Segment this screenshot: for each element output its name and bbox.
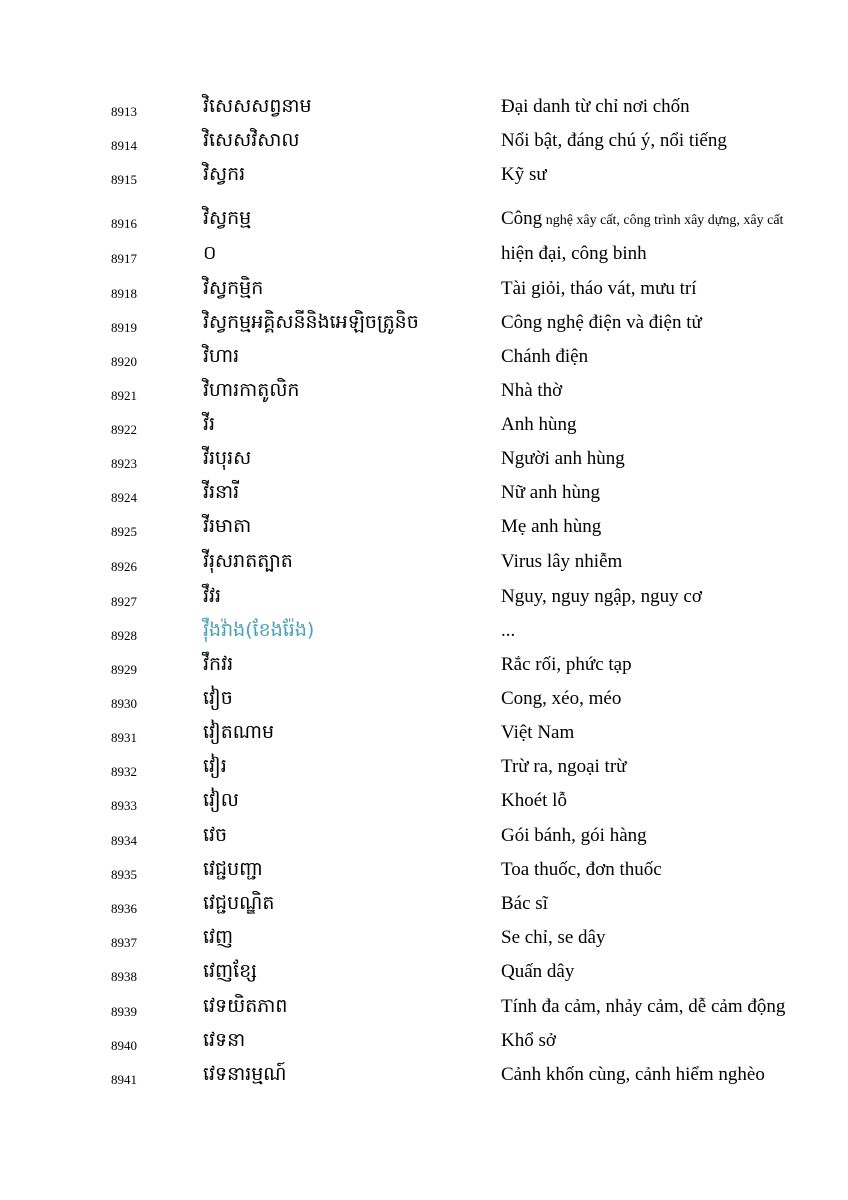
- entry-khmer: វិស្វកម្មិក: [203, 277, 264, 299]
- entry-khmer: វេញខ្សែ: [203, 960, 257, 982]
- entry-row: [0, 584, 848, 618]
- entry-vietnamese: Tài giỏi, tháo vát, mưu trí: [501, 278, 697, 299]
- entry-khmer: វីរនារី: [203, 481, 240, 503]
- entry-vietnamese: Chánh điện: [501, 346, 589, 367]
- entry-vietnamese: Gói bánh, gói hàng: [501, 825, 647, 846]
- entry-khmer: វៀតណាម: [203, 721, 275, 743]
- entry-khmer-link[interactable]: វ៉ឹងវ៉ាង(ខែងរ៉ែង): [203, 619, 315, 641]
- entry-vietnamese: Việt Nam: [501, 722, 575, 743]
- entry-number: 8925: [111, 524, 137, 539]
- entry-row: [0, 446, 848, 480]
- entry-khmer: វីរ: [203, 413, 216, 435]
- entry-number: 8940: [111, 1038, 137, 1053]
- entry-khmer: វីរុសរាតត្បាត: [203, 550, 293, 572]
- entry-vietnamese: Rắc rối, phức tạp: [501, 654, 632, 675]
- entry-khmer: វេច: [203, 824, 228, 846]
- entry-row: [0, 549, 848, 583]
- entry-number: 8915: [111, 172, 137, 187]
- entry-khmer: វៀរ: [203, 755, 227, 777]
- entry-number: 8920: [111, 354, 137, 369]
- entry-number: 8919: [111, 320, 137, 335]
- entry-khmer: វឹកវរ: [203, 653, 234, 675]
- entry-row: [0, 128, 848, 162]
- entry-row: [0, 412, 848, 446]
- entry-row: [0, 857, 848, 891]
- entry-khmer: វិស្វករ: [203, 163, 246, 185]
- entry-row: [0, 994, 848, 1028]
- entry-number: 8914: [111, 138, 137, 153]
- entry-khmer: វេទនារម្មណ៍: [203, 1063, 287, 1085]
- entry-row: [0, 276, 848, 310]
- entry-khmer: វេជ្ជបណ្ឌិត: [203, 892, 275, 914]
- entry-vietnamese: Tính đa cảm, nhảy cảm, dễ cảm động: [501, 996, 786, 1017]
- entry-row: [0, 686, 848, 720]
- entry-row: [0, 618, 848, 652]
- entry-number: 8923: [111, 456, 137, 471]
- entry-row: [0, 94, 848, 128]
- entry-vietnamese: Se chỉ, se dây: [501, 927, 606, 948]
- entry-row: [0, 891, 848, 925]
- entry-row: [0, 788, 848, 822]
- entry-vietnamese: hiện đại, công binh: [501, 243, 647, 264]
- entry-row: [0, 754, 848, 788]
- entry-vietnamese: Virus lây nhiễm: [501, 551, 623, 572]
- entry-number: 8917: [111, 251, 137, 266]
- entry-khmer: វៀល: [203, 789, 239, 811]
- entry-khmer: វិស្វកម្មអគ្គិសនីនិងអេឡិចត្រូនិច: [203, 311, 419, 333]
- entry-vietnamese: Khoét lỗ: [501, 790, 567, 811]
- entry-khmer: វីរមាតា: [203, 515, 252, 537]
- entry-khmer: វៀច: [203, 687, 233, 709]
- entry-khmer: ០: [203, 242, 217, 264]
- entry-vietnamese: Kỹ sư: [501, 164, 547, 185]
- entry-number: 8941: [111, 1072, 137, 1087]
- entry-vietnamese: Công nghệ điện và điện tử: [501, 312, 702, 333]
- entry-khmer: វិហារកាតូលិក: [203, 379, 300, 401]
- entry-row: [0, 310, 848, 344]
- entry-khmer: វិសេសសព្វនាម: [203, 95, 312, 117]
- entry-khmer: វិសេសវិសាល: [203, 129, 300, 151]
- entry-vietnamese: Nữ anh hùng: [501, 482, 600, 503]
- entry-vietnamese: Nổi bật, đáng chú ý, nổi tiếng: [501, 130, 727, 151]
- entry-row: [0, 344, 848, 378]
- entry-row: [0, 241, 848, 275]
- entry-vietnamese: Đại danh từ chỉ nơi chốn: [501, 96, 690, 117]
- entry-number: 8929: [111, 662, 137, 677]
- entry-vietnamese: Quấn dây: [501, 961, 575, 982]
- entry-khmer: វេទយិតភាព: [203, 995, 288, 1017]
- entry-vietnamese: Bác sĩ: [501, 893, 548, 914]
- entry-vietnamese-main: Công: [501, 208, 543, 229]
- entry-number: 8933: [111, 798, 137, 813]
- entry-number: 8937: [111, 935, 137, 950]
- entry-vietnamese: Cảnh khốn cùng, cảnh hiểm nghèo: [501, 1064, 765, 1085]
- entry-number: 8934: [111, 833, 137, 848]
- entry-number: 8924: [111, 490, 137, 505]
- entry-vietnamese: Cong, xéo, méo: [501, 688, 622, 709]
- entry-vietnamese: ...: [501, 620, 516, 641]
- entry-row: [0, 480, 848, 514]
- entry-vietnamese: Trừ ra, ngoại trừ: [501, 756, 627, 777]
- entry-row: [0, 925, 848, 959]
- entry-number: 8939: [111, 1004, 137, 1019]
- entry-khmer: វេជ្ជបញ្ជា: [203, 858, 263, 880]
- entry-vietnamese: Người anh hùng: [501, 448, 625, 469]
- entry-row: [0, 206, 848, 240]
- entry-khmer: វេញ: [203, 926, 234, 948]
- entry-vietnamese: Khổ sở: [501, 1030, 556, 1051]
- entry-row: [0, 720, 848, 754]
- entry-khmer: វិស្វកម្ម: [203, 207, 252, 229]
- entry-khmer: វីរបុរស: [203, 447, 252, 469]
- entry-number: 8921: [111, 388, 137, 403]
- entry-vietnamese: Nguy, nguy ngập, nguy cơ: [501, 586, 702, 607]
- entry-row: [0, 378, 848, 412]
- entry-vietnamese: [501, 208, 783, 230]
- entry-number: 8932: [111, 764, 137, 779]
- entry-vietnamese: Toa thuốc, đơn thuốc: [501, 859, 662, 880]
- entry-number: 8935: [111, 867, 137, 882]
- entry-number: 8926: [111, 559, 137, 574]
- entry-khmer: វេទនា: [203, 1029, 246, 1051]
- entry-khmer: វឹវរ: [203, 585, 222, 607]
- entry-number: 8938: [111, 969, 137, 984]
- entry-vietnamese: Mẹ anh hùng: [501, 516, 602, 537]
- entry-number: 8936: [111, 901, 137, 916]
- entry-number: 8913: [111, 104, 137, 119]
- entry-row: [0, 1028, 848, 1062]
- entry-row: [0, 162, 848, 196]
- entry-number: 8930: [111, 696, 137, 711]
- entry-vietnamese: Anh hùng: [501, 414, 577, 435]
- entry-row: [0, 959, 848, 993]
- entry-number: 8922: [111, 422, 137, 437]
- entry-number: 8928: [111, 628, 137, 643]
- entry-row: [0, 514, 848, 548]
- entry-number: 8916: [111, 216, 137, 231]
- entry-vietnamese-small: nghệ xây cất, công trình xây dựng, xây cất: [542, 213, 784, 228]
- entry-number: 8927: [111, 594, 137, 609]
- entry-row: [0, 1062, 848, 1096]
- entry-number: 8931: [111, 730, 137, 745]
- entry-number: 8918: [111, 286, 137, 301]
- entry-vietnamese: Nhà thờ: [501, 380, 563, 401]
- entry-khmer: វិហារ: [203, 345, 240, 367]
- entry-row: [0, 823, 848, 857]
- entry-row: [0, 652, 848, 686]
